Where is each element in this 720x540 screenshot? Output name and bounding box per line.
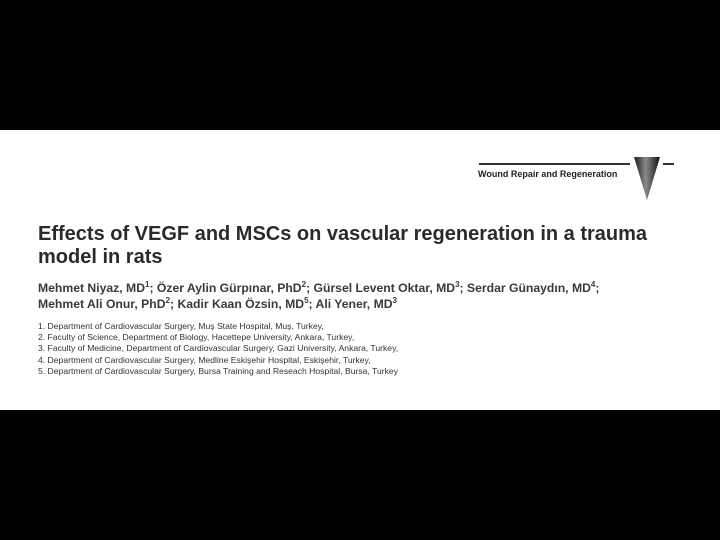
affiliation-marker: 3 [455,279,460,289]
affiliation-item: 5. Department of Cardiovascular Surgery, Bursa Training and Reseach Hospital, Bursa, Turkey [38,365,398,376]
affiliation-item: 2. Faculty of Science, Department of Biology, Hacettepe University, Ankara, Turkey, [38,332,355,343]
author-name: Serdar Günaydın, MD [466,281,591,295]
author-list [38,280,678,312]
author-separator: ; [595,281,600,295]
author-name: Gürsel Levent Oktar, MD [313,281,456,295]
affiliation-item: 4. Department of Cardiovascular Surgery, Medline Eskişehir Hospital, Eskişehir, Turkey, [38,354,371,365]
affiliation-marker: 4 [590,279,596,289]
affiliation-marker: 1 [145,279,150,289]
author-separator: ; [308,297,316,311]
affiliation-list [38,321,678,377]
author-name: Özer Aylin Gürpınar, PhD [156,281,302,295]
affiliation-marker: 3 [392,295,397,305]
author-separator: ; [149,281,157,295]
affiliation-item: 1. Department of Cardiovascular Surgery, Muş State Hospital, Muş, Turkey, [38,321,324,331]
author-name: Mehmet Ali Onur, PhD [38,297,166,311]
author-name: Mehmet Niyaz, MD [38,281,145,295]
author-separator: ; [169,297,178,311]
affiliation-marker: 2 [301,279,307,289]
journal-masthead [476,156,676,206]
journal-name: Wound Repair and Regeneration [478,169,618,179]
author-separator: ; [306,281,314,295]
paper-title: Effects of VEGF and MSCs on vascular regeneration in a trauma model in rats [38,223,648,268]
author-separator: ; [459,281,467,295]
masthead-rule-right [663,163,674,165]
affiliation-marker: 2 [165,295,170,305]
paper-header-page [0,130,720,410]
affiliation-marker: 5 [304,295,309,305]
inverted-triangle-logo-icon [632,156,662,206]
author-name: Kadir Kaan Özsin, MD [177,297,305,311]
affiliation-item: 3. Faculty of Medicine, Department of Cardiovascular Surgery, Gazi University, Ankara, Turkey, [38,343,399,354]
author-name: Ali Yener, MD [315,297,393,311]
masthead-rule-left [479,163,630,165]
